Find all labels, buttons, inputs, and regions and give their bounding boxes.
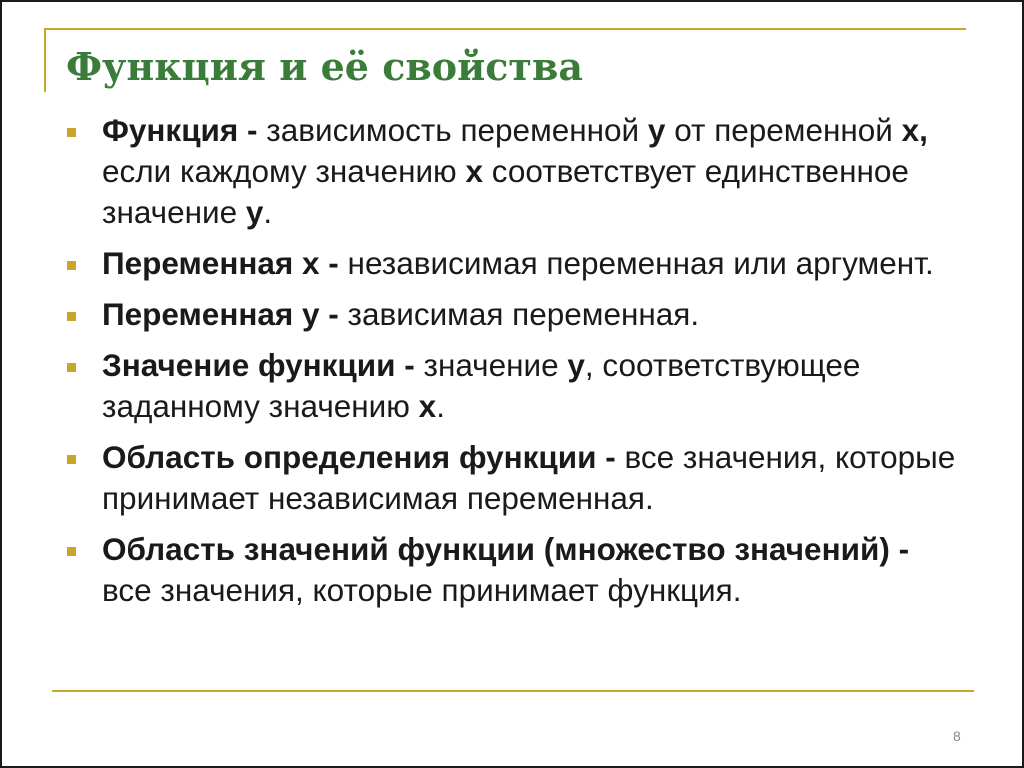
definition-text: соответствует единственное значение <box>102 153 909 230</box>
term-variable-x: Переменная х - <box>102 245 339 281</box>
square-bullet-icon <box>67 363 76 372</box>
variable-y: у <box>245 194 264 230</box>
definition-text: если каждому значению <box>102 153 466 189</box>
bullet-item-function-value <box>62 345 962 427</box>
bullet-item-function <box>62 110 962 233</box>
top-divider-line <box>44 28 966 30</box>
variable-y: у <box>567 347 585 383</box>
term-function-value: Значение функции - <box>102 347 415 383</box>
definition-text: зависимая переменная. <box>338 296 700 332</box>
term-variable-y: Переменная у - <box>102 296 339 332</box>
definition-text: от переменной <box>665 112 902 148</box>
slide-title: Функция и её свойства <box>66 44 583 89</box>
definition-text: значение <box>414 347 568 383</box>
variable-x: х, <box>901 112 928 148</box>
square-bullet-icon <box>67 261 76 270</box>
page-number: 8 <box>953 728 961 744</box>
bullet-item-variable-x <box>62 243 962 284</box>
square-bullet-icon <box>67 128 76 137</box>
left-accent-line <box>44 28 46 92</box>
bullet-list <box>62 110 962 621</box>
square-bullet-icon <box>67 312 76 321</box>
term-range: Область значений функции (множество значений) - <box>102 531 910 567</box>
bullet-item-variable-y <box>62 294 962 335</box>
bullet-item-range <box>62 529 962 611</box>
bottom-divider-line <box>52 690 974 692</box>
variable-y: у <box>647 112 666 148</box>
bullet-item-domain <box>62 437 962 519</box>
definition-text: все значения, которые принимает функция. <box>102 572 742 608</box>
square-bullet-icon <box>67 547 76 556</box>
definition-text: независимая переменная или аргумент. <box>338 245 934 281</box>
definition-text: зависимость переменной <box>257 112 648 148</box>
definition-text: все значения, которые принимает независимая переменная. <box>102 439 956 516</box>
definition-text: . <box>263 194 273 230</box>
variable-x: х <box>418 388 437 424</box>
definition-text: . <box>436 388 445 424</box>
variable-x: х <box>465 153 483 189</box>
definition-text: , соответствующее заданному значению <box>102 347 861 424</box>
term-function: Функция - <box>102 112 258 148</box>
square-bullet-icon <box>67 455 76 464</box>
term-domain: Область определения функции - <box>102 439 616 475</box>
